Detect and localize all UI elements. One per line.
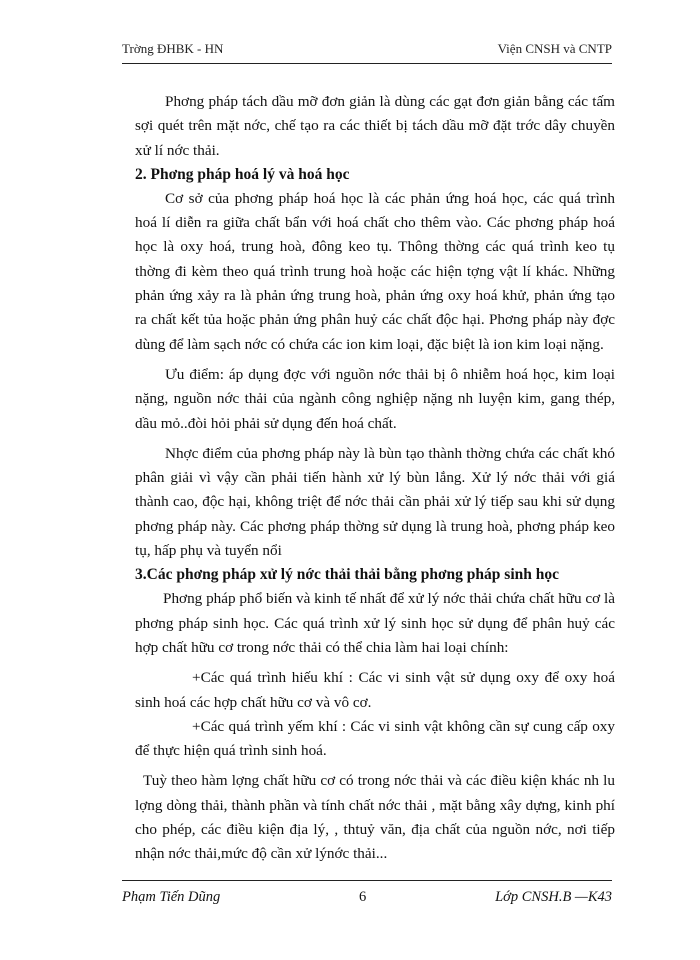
paragraph-disadvantages: Nhợc điểm của phơng pháp này là bùn tạo thành thờng chứa các chất khó phân giải vì vậy cần phải tiến hành xử lý bùn lắng. Xử lý nớc thải với giá thành cao, độc hại, không triệt để nớc thải cần phải xử lý tiếp sau khi sử dụng phơng pháp này. Các phơng pháp thờng sử dụng là trung hoà, phơng pháp keo tụ, hấp phụ và tuyển nổi — [135, 444, 615, 560]
footer-author: Phạm Tiến Dũng — [122, 889, 221, 905]
heading-section-3: 3.Các phơng pháp xử lý nớc thải thải bằng phơng pháp sinh học — [135, 566, 559, 584]
paragraph-biological-method: Phơng pháp phổ biến và kinh tế nhất để xử lý nớc thải chứa chất hữu cơ là phơng pháp sinh học. Các quá trình xử lý sinh học sử dụng để phân huỷ các hợp chất hữu cơ trong nớc thải có thể chia làm hai loại chính: — [135, 590, 615, 656]
paragraph-aerobic: +Các quá trình hiếu khí : Các vi sinh vật sử dụng oxy để oxy hoá sinh hoá các hợp chất hữu cơ và vô cơ. — [135, 669, 615, 711]
heading-section-2: 2. Phơng pháp hoá lý và hoá học — [135, 165, 350, 183]
footer-class: Lớp CNSH.B —K43 — [495, 889, 612, 905]
header-institute: Viện CNSH và CNTP — [497, 41, 612, 56]
footer-page-number: 6 — [359, 889, 367, 905]
page-footer — [122, 880, 612, 911]
header-school: Trờng ĐHBK - HN — [122, 41, 224, 56]
paragraph-advantages: Ưu điểm: áp dụng đợc với nguồn nớc thải bị ô nhiễm hoá học, kim loại nặng, nguồn nớc thải của ngành công nghiệp nặng nh luyện kim, gang thép, dầu mỏ..đòi hỏi phải sử dụng đến hoá chất. — [135, 365, 615, 432]
document-body — [135, 90, 615, 867]
page-header — [122, 41, 612, 64]
paragraph-anaerobic: +Các quá trình yếm khí : Các vi sinh vật không cần sự cung cấp oxy để thực hiện quá trình sinh hoá. — [135, 717, 615, 760]
paragraph-oil-separation: Phơng pháp tách dầu mỡ đơn giản là dùng các gạt đơn giản bằng các tấm sợi quét trên mặt nớc, chế tạo ra các thiết bị tách dầu mỡ đặt trớc dây chuyền xử lí nớc thải. — [135, 93, 615, 159]
paragraph-chemical-basis: Cơ sở của phơng pháp hoá học là các phản ứng hoá học, các quá trình hoá lí diễn ra giữa chất bẩn với hoá chất cho thêm vào. Các phơng pháp hoá học là oxy hoá, trung hoà, đông keo tụ. Thông thờng các quá trình keo tụ thờng đi kèm theo quá trình trung hoà hoặc các hiện tợng vật lí khác. Những phản ứng xảy ra là phản ứng trung hoà, phản ứng oxy hoá khử, phản ứng tạo ra chất kết tủa hoặc phản ứng phân huỷ các chất độc hại. Phơng pháp này đợc dùng để làm sạch nớc có chứa các ion kim loại, đặc biệt là ion kim loại nặng. — [135, 189, 615, 353]
paragraph-conditions: Tuỳ theo hàm lợng chất hữu cơ có trong nớc thải và các điều kiện khác nh lu lợng dòng thải, thành phần và tính chất nớc thải , mặt bằng xây dựng, kinh phí cho phép, các điều kiện địa lý, , thtuỷ văn, địa chất của nguồn nớc, nơi tiếp nhận nớc thải,mức độ cần xử lýnớc thải... — [135, 772, 615, 863]
